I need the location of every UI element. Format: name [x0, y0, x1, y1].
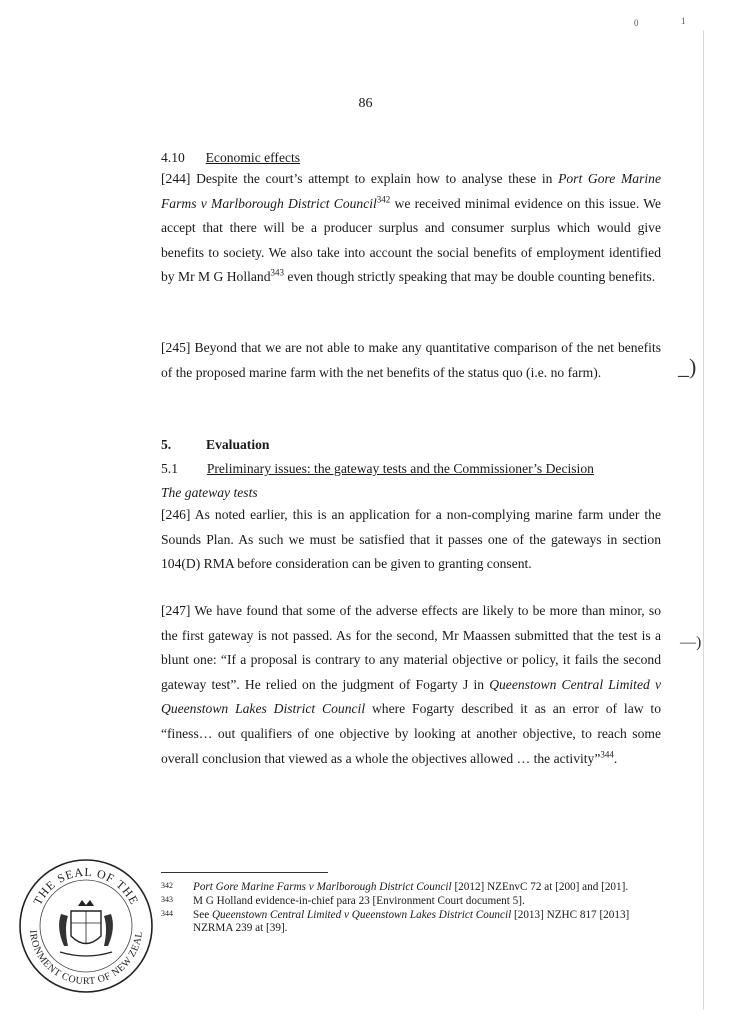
section-number: 5. [161, 437, 172, 452]
footnote-case: Queenstown Central Limited v Queenstown Lakes District Council [211, 909, 512, 921]
footnote-342 [161, 881, 661, 894]
footnote-text: [2013] NZHC 817 [2013] NZRMA 239 at [39]. [193, 909, 630, 934]
subsection-title: Preliminary issues: the gateway tests and the Commissioner’s Decision [206, 461, 594, 476]
footnote-divider [161, 872, 328, 873]
footnote-text: [2012] NZEnvC 72 at [200] and [201]. [451, 881, 629, 893]
paragraph-ref: [246] [161, 507, 191, 522]
case-citation: Port Gore Marine Farms v Marlborough District Council [161, 171, 661, 211]
paragraph-ref: [247] [161, 603, 191, 618]
court-seal-icon [16, 856, 156, 996]
paragraph-246 [161, 503, 661, 577]
paragraph-text: Beyond that we are not able to make any quantitative comparison of the net benefits of the proposed marine farm with the net benefits of the status quo (i.e. no farm). [161, 340, 661, 380]
paragraph-text: even though strictly speaking that may be double counting benefits. [284, 269, 656, 285]
paragraph-ref: [244] [161, 171, 191, 186]
paragraph-text: where Fogarty described it as an error of law to “finess… out qualifiers of one objective by looking at another objective, to reach some overall conclusion that viewed as a whole the objectives allowed … the activity” [161, 701, 661, 766]
footnote-marker: 342 [376, 194, 391, 205]
footnote-marker: 343 [270, 267, 285, 278]
paragraph-ref: [245] [161, 340, 191, 355]
section-title: Economic effects [205, 150, 301, 165]
paragraph-text: . [613, 750, 618, 766]
corner-mark-left: 0 [634, 18, 639, 28]
section-heading-5 [161, 433, 269, 457]
scan-edge-line [703, 30, 704, 1010]
footnote-number: 344 [161, 909, 173, 918]
footnote-343 [161, 895, 661, 908]
paragraph-text: Despite the court’s attempt to explain how to analyse these in [196, 171, 559, 186]
footnote-number: 342 [161, 881, 173, 890]
page-number: 86 [358, 96, 373, 111]
footnote-number: 343 [161, 895, 173, 904]
italic-subheading: The gateway tests [161, 485, 258, 500]
footnote-text: M G Holland evidence-in-chief para 23 [Environment Court document 5]. [193, 895, 525, 907]
paragraph-text: We have found that some of the adverse effects are likely to be more than minor, so the first gateway is not passed. As for the second, Mr Maassen submitted that the test is a blunt one: “If a proposal is contrary to any material objective or policy, it fails the second gateway test”. He relied on the judgment of Fogarty J in [161, 603, 661, 692]
corner-mark-right: 1 [681, 16, 686, 26]
paragraph-text: As noted earlier, this is an application for a non-complying marine farm under the Sounds Plan. As such we must be satisfied that it passes one of the gateways in section 104(D) RMA before consideration can be given to granting consent. [161, 507, 661, 572]
subsection-number: 5.1 [161, 461, 178, 476]
section-heading-5-1 [161, 457, 594, 481]
paragraph-247 [161, 599, 661, 771]
footnote-marker: 344 [600, 749, 614, 760]
seal-top-text: THE SEAL OF THE [30, 864, 142, 908]
margin-bracket-mark: _) [678, 354, 697, 379]
section-title: Evaluation [206, 437, 270, 452]
paragraph-244 [161, 167, 661, 290]
paragraph-text: we received minimal evidence on this issue. We accept that there will be a producer surplus and consumer surplus which would give benefits to society. We also take into account the social benefits of employment identified by Mr M G Holland [161, 195, 661, 285]
footnote-prefix: See [193, 909, 212, 921]
court-seal [16, 856, 156, 1001]
case-citation: Queenstown Central Limited v Queenstown Lakes District Council [161, 676, 661, 717]
section-number: 4.10 [161, 150, 185, 165]
margin-bracket-mark: —) [680, 634, 702, 651]
footnote-case: Port Gore Marine Farms v Marlborough District Council [193, 881, 452, 893]
seal-bottom-text: IRONMENT COURT OF NEW ZEAL [27, 929, 145, 988]
paragraph-245 [161, 336, 661, 385]
footnote-344 [161, 909, 661, 935]
